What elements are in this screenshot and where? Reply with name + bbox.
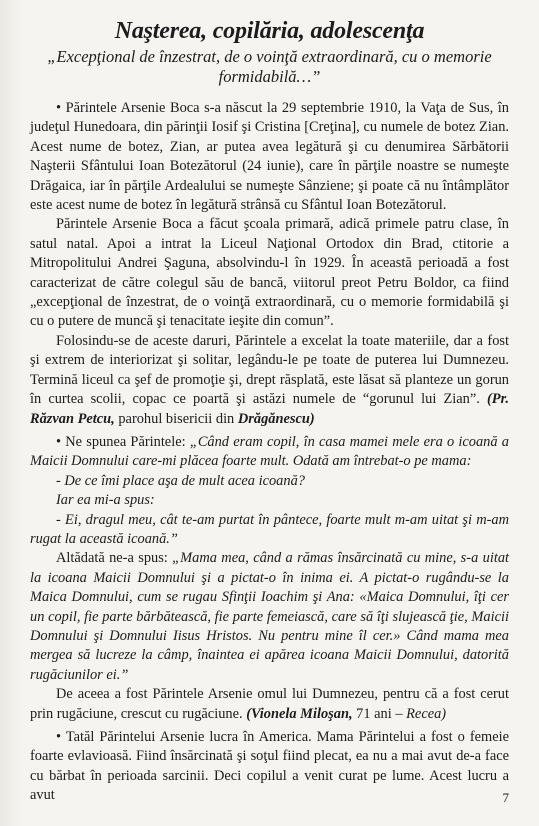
page-number: 7: [502, 790, 509, 805]
source-author: (Vionela Miloşan,: [246, 705, 353, 722]
quote-text: „Mama mea, când a rămas însărcinată cu mine, s-a uitat la icoana Maicii Domnului şi a pictat-o în inima ei. A pictat-o rugându-se la Maica Domnului, cum se rugau Sfinţii Ioachim şi Ana: «Maica Domnului, îţi cer un copil, fie parte bărbătească, fie parte femeiască, care să îţi slujească ţie, Maicii Domnului şi Domnului Iisus Hristos. Nu pentru mine îl cer.» Când mama mea mergea să lucreze la câmp, înaintea ei apărea icoana Maicii Domnului, datorită rugăciunilor ei.”: [30, 550, 510, 683]
dialogue-line: Iar ea mi-a spus:: [56, 492, 155, 509]
paragraph-lead: Altădată ne-a spus:: [56, 550, 173, 567]
source-place: Drăgănescu): [237, 410, 315, 427]
dialogue-line: - De ce îmi place aşa de mult acea icoană?: [56, 472, 305, 489]
paragraph-schooling: Părintele Arsenie Boca a făcut şcoala primară, adică primele patru clase, în satul natal. Apoi a intrat la Liceul Naţional Ortodox din Brad, ctitorie a Mitropolitului Andrei Şaguna, absolvindu-l în 1929. În această perioadă a fost caracterizat de către colegul său de bancă, viitorul preot Petru Boldor, ca fiind „excepţional de înzestrat, de o voinţă extraordinară, cu o memorie formidabilă şi cu o putere de muncă şi tenacitate ieşite din comun”.: [30, 216, 509, 330]
quote-text: „Când eram copil, în casa mamei mele era o icoană a Maicii Domnului care-mi plăcea foarte mult. Odată am întrebat-o pe mama:: [30, 433, 509, 470]
source-author: (Pr. Răzvan Petcu,: [30, 391, 509, 427]
paragraph-lead: • Ne spunea Părintele:: [56, 433, 190, 450]
paragraph-icon-story: [30, 433, 509, 472]
source-place: Recea): [406, 705, 447, 722]
paragraph-mother-prayer: [30, 549, 509, 685]
source-age: 71 ani –: [356, 705, 403, 722]
chapter-body: [30, 99, 509, 806]
paragraph-birth: • Părintele Arsenie Boca s-a născut la 29 septembrie 1910, la Vaţa de Sus, în judeţul Hunedoara, din părinţii Iosif şi Cristina [Creţina], cu numele de botez Zian. Acest nume de botez, Zian, ar putea avea legătură şi cu denumirea Sărbătorii Naşterii Sfântului Ioan Botezătorul (24 iunie), care în părţile noastre se numeşte Drăgaica, iar în părţile Ardealului se numeşte Sânziene; şi poate că nu întâmplător este acest nume de botez în legătură strânsă cu Sfântul Ioan Botezătorul.: [30, 100, 509, 214]
chapter-epigraph: „Excepţional de înzestrat, de o voinţă extraordinară, cu o memorie formidabilă…”: [47, 47, 492, 86]
paragraph-high-school: [30, 332, 509, 429]
source-role: parohul bisericii din: [118, 410, 235, 427]
paragraph-father: • Tatăl Părintelui Arsenie lucra în America. Mama Părintelui a fost o femeie foarte evlavioasă. Fiind însărcinată şi soţul fiind plecat, ea nu a mai avut de-a face cu bărbat în perioada sarcinii. Deci copilul a venit curat pe lume. Acest lucru a avut: [30, 729, 509, 804]
chapter-title: Naşterea, copilăria, adolescenţa: [114, 18, 425, 44]
paragraph-text: De aceea a fost Părintele Arsenie omul lui Dumnezeu, pentru că a fost cerut prin rugăciune, crescut cu rugăciune.: [30, 686, 509, 722]
paragraph-text: Folosindu-se de aceste daruri, Părintele a excelat la toate materiile, dar a fost şi extrem de interiorizat şi solitar, legându-le pe toate de puterea lui Dumnezeu. Termină liceul ca şef de promoţie şi, drept răsplată, este lăsat să planteze un gorun în curtea scolii, copac ce poartă şi astăzi numele de “gorunul lui Zian”.: [30, 332, 509, 408]
dialogue-line: - Ei, dragul meu, cât te-am purtat în pântece, foarte mult m-am uitat şi m-am rugat la această icoană.”: [30, 511, 509, 547]
paragraph-man-of-god: [30, 685, 509, 724]
